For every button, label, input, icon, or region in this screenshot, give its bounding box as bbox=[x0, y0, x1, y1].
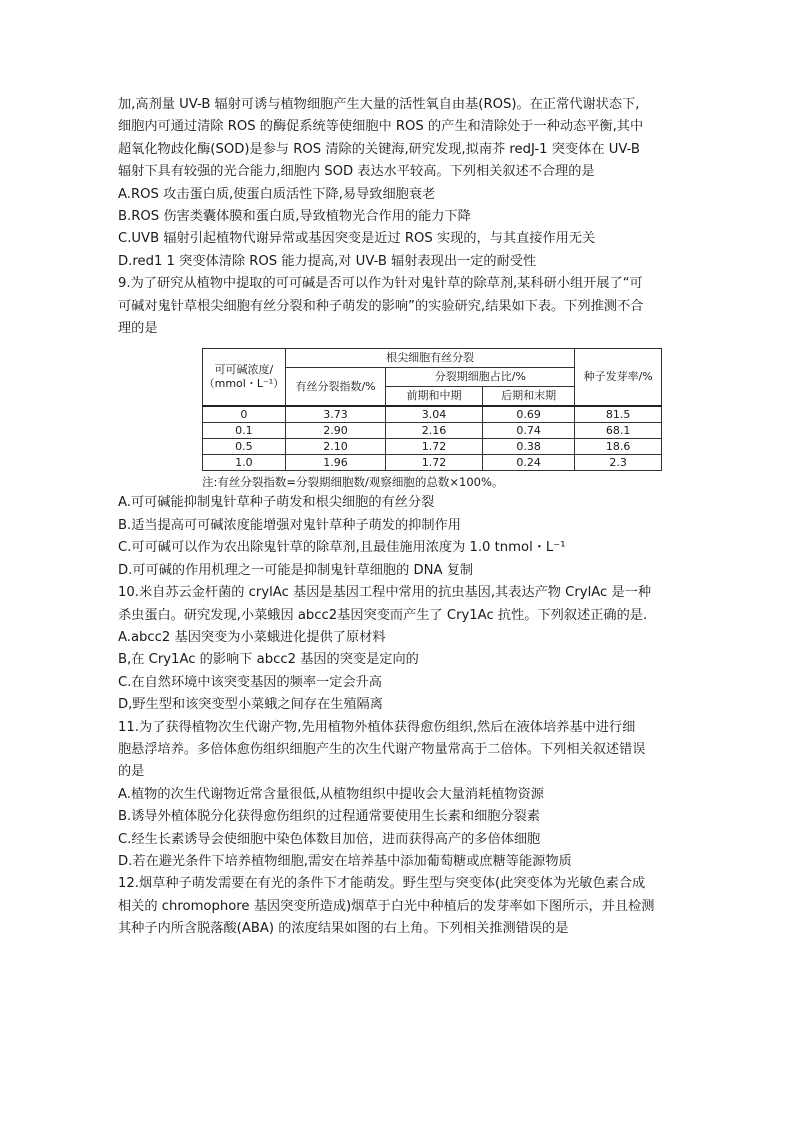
q9-data-table-wrapper bbox=[202, 348, 670, 492]
q11-option-d: D.若在避光条件下培养植物细胞,需安在培养基中添加葡萄糖或庶糖等能源物质 bbox=[118, 853, 572, 869]
cell-early: 1.72 bbox=[386, 439, 483, 455]
q8-option-a: A.ROS 攻击蛋白质,使蛋白质活性下降,易导致细胞衰老 bbox=[118, 186, 436, 202]
q8-option-b: B.ROS 伤害类囊体膜和蛋白质,导致植物光合作用的能力下降 bbox=[118, 209, 471, 225]
q9-line-2: 可碱对鬼针草根尖细胞有丝分裂和种子萌发的影响”的实验研究,结果如下表。下列推测不合 bbox=[118, 298, 644, 314]
cell-conc: 1.0 bbox=[203, 455, 286, 471]
cell-late: 0.38 bbox=[482, 439, 575, 455]
q9-data-table bbox=[202, 348, 662, 471]
q8-line-3: 超氧化物歧化酶(SOD)是参与 ROS 清除的关键海,研究发现,拟南芥 redJ-1 突变体在 UV-B bbox=[118, 141, 640, 157]
q9-line-1: 9.为了研究从植物中提取的可可碱是否可以作为针对鬼针草的除草剂,某科研小组开展了“可 bbox=[118, 276, 643, 292]
question-12-stem bbox=[118, 873, 678, 940]
col-header-mitotic-index: 有丝分裂指数/% bbox=[285, 368, 386, 407]
table-row bbox=[203, 439, 662, 455]
q12-line-2: 相关的 chromophore 基因突变所造成)烟草于白光中种植后的发芽率如下图所示，并且检测 bbox=[118, 898, 655, 914]
q11-line-2: 胞悬浮培养。多倍体愈伤组织细胞产生的次生代谢产物量常高于二倍体。下列相关叙述错误 bbox=[118, 741, 646, 757]
cell-germ: 2.3 bbox=[575, 455, 662, 471]
q11-option-b: B.诱导外植体脱分化获得愈伤组织的过程通常要使用生长素和细胞分裂素 bbox=[118, 809, 541, 825]
cell-early: 2.16 bbox=[386, 423, 483, 439]
table-row bbox=[203, 406, 662, 423]
q11-line-3: 的是 bbox=[118, 764, 145, 780]
exam-page bbox=[118, 94, 678, 941]
question-10-stem bbox=[118, 582, 678, 627]
cell-late: 0.74 bbox=[482, 423, 575, 439]
q11-option-a: A.植物的次生代谢物近常含量很低,从植物组织中提收会大量消耗植物资源 bbox=[118, 786, 544, 802]
q10-option-d: D,野生型和该突变型小菜蛾之间存在生殖隔离 bbox=[118, 697, 383, 713]
col-header-early: 前期和中期 bbox=[386, 387, 483, 407]
col-header-concentration: 可可碱浓度/（mmol・L⁻¹） bbox=[203, 349, 286, 407]
cell-index: 2.10 bbox=[285, 439, 386, 455]
cell-germ: 18.6 bbox=[575, 439, 662, 455]
cell-late: 0.69 bbox=[482, 406, 575, 423]
table-row bbox=[203, 455, 662, 471]
cell-conc: 0.1 bbox=[203, 423, 286, 439]
cell-index: 1.96 bbox=[285, 455, 386, 471]
q8-option-c: C.UVB 辐射引起植物代谢异常或基因突变是近过 ROS 实现的，与其直接作用无关 bbox=[118, 231, 596, 247]
col-header-germination: 种子发芽率/% bbox=[575, 349, 662, 407]
q9-table-note: 注:有丝分裂指数=分裂期细胞数/观察细胞的总数×100%。 bbox=[202, 475, 504, 490]
q10-line-1: 10.米自苏云金杆菌的 crylAc 基因是基因工程中常用的抗虫基因,其表达产物 CrylAc 是一种 bbox=[118, 585, 652, 601]
question-9-options bbox=[118, 492, 678, 582]
table-row bbox=[203, 423, 662, 439]
col-header-division-ratio: 分裂期细胞占比/% bbox=[386, 368, 575, 387]
cell-early: 3.04 bbox=[386, 406, 483, 423]
cell-germ: 81.5 bbox=[575, 406, 662, 423]
cell-index: 2.90 bbox=[285, 423, 386, 439]
cell-late: 0.24 bbox=[482, 455, 575, 471]
question-11-stem bbox=[118, 717, 678, 784]
cell-germ: 68.1 bbox=[575, 423, 662, 439]
col-header-mitosis-group: 根尖细胞有丝分裂 bbox=[285, 349, 575, 368]
question-10-options bbox=[118, 627, 678, 717]
q10-line-2: 杀虫蛋白。研究发现,小菜蛾因 abcc2基因突变而产生了 Cry1Ac 抗性。下列叙述正确的是. bbox=[118, 607, 648, 623]
q8-line-1: 加,高剂量 UV-B 辐射可诱与植物细胞产生大量的活性氧自由基(ROS)。在正常代谢状态下, bbox=[118, 97, 640, 112]
q10-option-b: B,在 Cry1Ac 的影响下 abcc2 基因的突变是定向的 bbox=[118, 652, 419, 668]
question-11-options bbox=[118, 784, 678, 874]
cell-index: 3.73 bbox=[285, 406, 386, 423]
q9-line-3: 理的是 bbox=[118, 321, 158, 337]
cell-conc: 0 bbox=[203, 406, 286, 423]
q12-line-3: 其种子内所含脱落酸(ABA) 的浓度结果如图的右上角。下列相关推测错误的是 bbox=[118, 921, 569, 937]
col-header-late: 后期和末期 bbox=[482, 387, 575, 407]
q8-line-4: 辐射下具有较强的光合能力,细胞内 SOD 表达水平较高。下列相关叙述不合理的是 bbox=[118, 164, 595, 180]
q11-option-c: C.经生长素诱导会使细胞中染色体数目加倍，进而获得高产的多倍体细胞 bbox=[118, 831, 541, 847]
q10-option-a: A.abcc2 基因突变为小菜蛾进化提供了原材料 bbox=[118, 629, 386, 645]
q9-option-b: B.适当提高可可碱浓度能增强对鬼针草种子萌发的抑制作用 bbox=[118, 517, 461, 533]
question-8-options bbox=[118, 184, 678, 274]
q8-option-d: D.red1 1 突变体清除 ROS 能力提高,对 UV-B 辐射表现出一定的耐受性 bbox=[118, 253, 537, 269]
q10-option-c: C.在自然环境中该突变基因的频率一定会升高 bbox=[118, 674, 382, 690]
question-9-stem bbox=[118, 273, 678, 340]
q12-line-1: 12.烟草种子萌发需要在有光的条件下才能萌发。野生型与突变体(此突变体为光敏色素合成 bbox=[118, 876, 646, 892]
question-8-stem bbox=[118, 94, 678, 184]
q9-option-d: D.可可碱的作用机理之一可能是抑制鬼针草细胞的 DNA 复制 bbox=[118, 562, 474, 578]
q11-line-1: 11.为了获得植物次生代谢产物,先用植物外植体获得愈伤组织,然后在液体培养基中进行细 bbox=[118, 719, 636, 735]
q8-line-2: 细胞内可通过清除 ROS 的酶促系统等使细胞中 ROS 的产生和清除处于一种动态平衡,其中 bbox=[118, 119, 644, 135]
cell-early: 1.72 bbox=[386, 455, 483, 471]
q9-option-a: A.可可碱能抑制鬼针草种子萌发和根尖细胞的有丝分裂 bbox=[118, 495, 435, 511]
q9-option-c: C.可可碱可以作为农出除鬼针草的除草剂,且最佳施用浓度为 1.0 tnmol・L⁻¹ bbox=[118, 540, 566, 556]
cell-conc: 0.5 bbox=[203, 439, 286, 455]
